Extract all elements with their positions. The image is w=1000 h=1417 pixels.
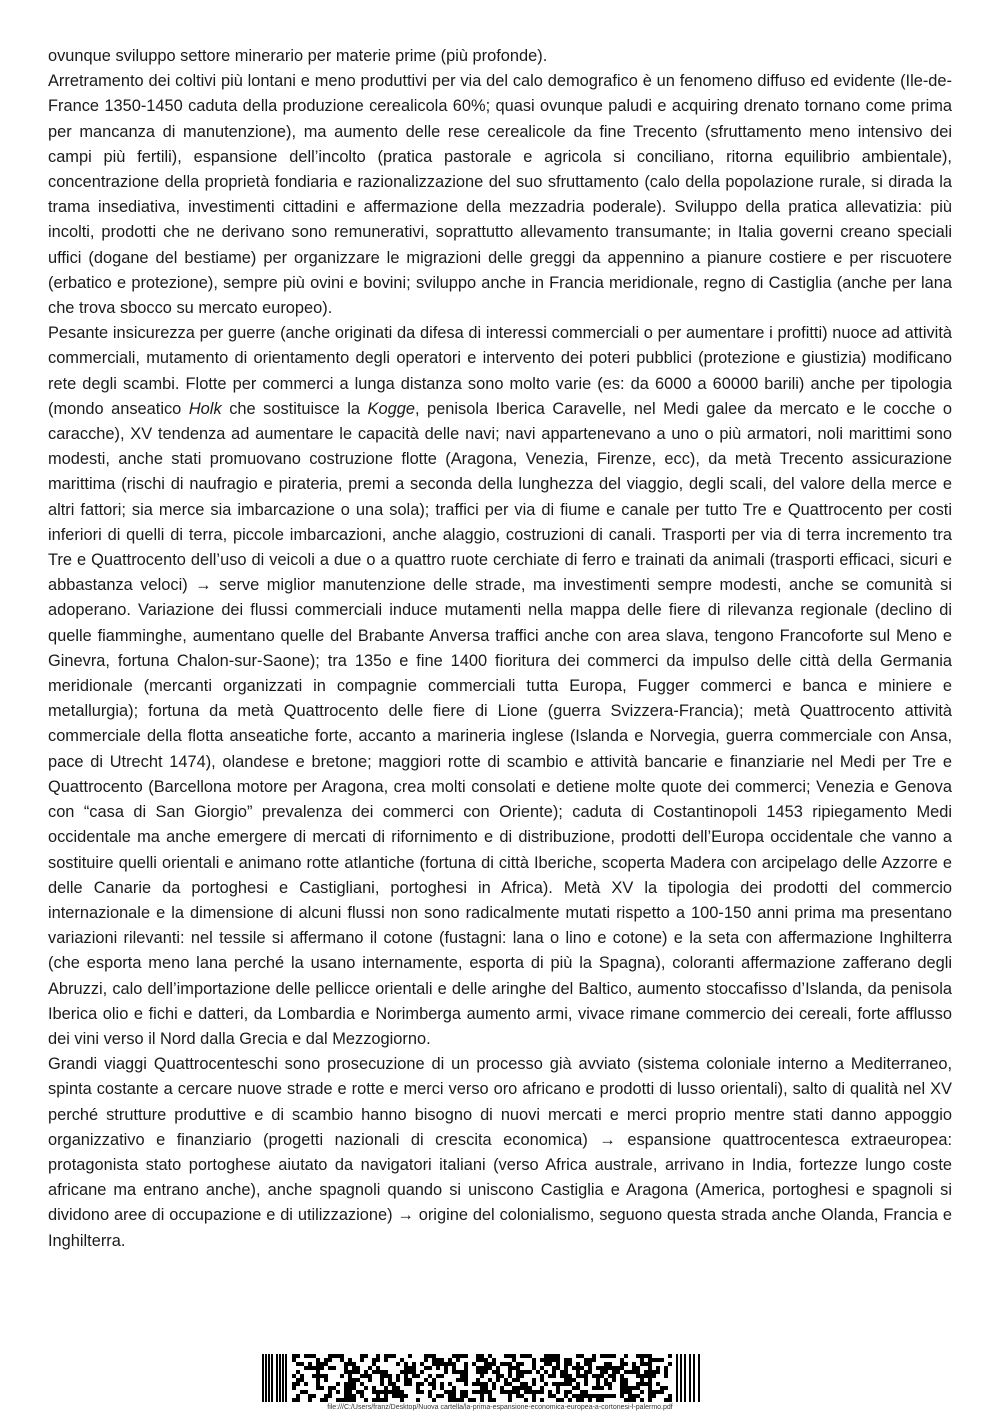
paragraph-3-text-b: che sostituisce la (221, 399, 368, 418)
paragraph-2: Arretramento dei coltivi più lontani e meno produttivi per via del calo demografico è un fenomeno diffuso ed evidente (Ile-de-France 1350-1450 caduta della produzione cerealicola 60%; quasi ovunque paludi e acquiring drenato tornano come prima per mancanza di manutenzione), ma aumento delle rese cerealicole da fine Trecento (sfruttamento meno intensivo dei campi più fertili), espansione dell’incolto (pratica pastorale e agricola si conciliano, ritorna equilibrio ambientale), concentrazione della proprietà fondiaria e razionalizzazione del suo sfruttamento (calo della popolazione rurale, si dirada la trama insediativa, investimenti cittadini e affermazione della mezzadria poderale). Sviluppo della pratica allevatizia: più incolti, prodotti che ne derivano sono remunerativi, soprattutto allevamento transumante; in Italia governi creano speciali uffici (dogane del bestiame) per organizzare le migrazioni delle greggi da appennino a pianure costiere e per riscuotere (erbatico e protezione), sempre più ovini e bovini; sviluppo anche in Francia meridionale, regno di Castiglia (anche per lana che trova sbocco su mercato europeo). (48, 72, 952, 318)
paragraph-4: Grandi viaggi Quattrocenteschi sono prosecuzione di un processo già avviato (sistema coloniale interno a Mediterraneo, spinta costante a cercare nuove strade e rotte e merci verso oro africano e prodotti di lusso orientali), salto di qualità nel XV perché strutture produttive e di scambio hanno bisogno di nuovi mercati e merci proprio mentre stati danno appoggio organizzativo e finanziario (progetti nazionali di crescita economica) → espansione quattrocentesca extraeuropea: protagonista stato portoghese aiutato da navigatori italiani (verso Africa australe, arrivano in India, fortezze lungo coste africane ma entrano anche), anche spagnoli quando si uniscono Castiglia e Aragona (America, portoghesi e spagnoli si dividono aree di occupazione e di utilizzazione) → origine del colonialismo, seguono questa strada anche Olanda, Francia e Inghilterra. (48, 1055, 952, 1250)
paragraph-3-text-a: Pesante insicurezza per guerre (anche originati da difesa di interessi commerciali o per aumentare i profitti) nuoce ad attività commerciali, mutamento di orientamento degli operatori e intervento dei poteri pubblici (protezione e giustizia) modificano rete degli scambi. Flotte per commerci a lunga distanza sono molto varie (es: da 6000 a 60000 barili) anche per tipologia (mondo anseatico (48, 324, 952, 418)
barcode-graphic (262, 1354, 702, 1402)
paragraph-1: ovunque sviluppo settore minerario per materie prime (più profonde). (48, 47, 548, 65)
paragraph-3 (48, 321, 952, 1052)
barcode-image (262, 1354, 702, 1402)
document-body (48, 44, 952, 1254)
footer-file-path: file:///C:/Users/franz/Desktop/Nuova cartella/la-prima-espansione-economica-europea-a-cortonesi-l-palermo.pdf (327, 1404, 673, 1411)
paragraph-3-text-c: , penisola Iberica Caravelle, nel Medi galee da mercato e le cocche o caracche), XV tendenza ad aumentare le capacità delle navi; navi appartenevano a uno o più armatori, noli marittimi sono modesti, anche stati promuovano costruzione flotte (Aragona, Venezia, Firenze, ecc), da metà Trecento assicurazione marittima (rischi di naufragio e pirateria, premi a seconda della lunghezza del viaggio, degli scali, del valore della merce e altri fattori; sia merce sia imbarcazione o una sola); traffici per via di fiume e canale per tutto Tre e Quattrocento per costi inferiori di quelli di terra, piccole imbarcazioni, anche alaggio, costruzioni di canali. Trasporti per via di terra incremento tra Tre e Quattrocento dell’uso di veicoli a due o a quattro ruote cerchiate di ferro e trainati da animali (trasporti efficaci, sicuri e abbastanza veloci) → serve miglior manutenzione delle strade, ma investimenti sempre modesti, anche se comunità si adoperano. Variazione dei flussi commerciali induce mutamenti nella mappa delle fiere di rilevanza regionale (declino di quelle fiamminghe, aumentano quelle del Brabante Anversa traffici anche con area slava, tengono Francoforte sul Meno e Ginevra, fortuna Chalon-sur-Saone); tra 135o e fine 1400 fioritura dei commerci da impulso delle città della Germania meridionale (mercanti organizzati in compagnie commerciali tutta Europa, Fugger commerci e banca e miniere e metallurgia); fortuna da metà Quattrocento delle fiere di Lione (guerra Svizzera-Francia); metà Quattrocento attività commerciale della flotta anseatiche forte, accanto a marineria inglese (Islanda e Norvegia, guerra commerciale con Ansa, pace di Utrecht 1474), olandese e bretone; maggiori rotte di scambio e attività bancarie e finanziarie nel Medi per Tre e Quattrocento (Barcellona motore per Aragona, crea molti consolati e detiene molte quote dei commerci; Venezia e Genova con “casa di San Giorgio” prevalenza dei commerci con Oriente); caduta di Costantinopoli 1453 ripiegamento Medi occidentale ma anche emergere di mercati di rifornimento e di distribuzione, prodotti dell’Europa occidentale che vanno a sostituire quelli orientali e animano rotte atlantiche (fortuna di città Iberiche, scoperta Madera con arcipelago delle Azzorre e delle Canarie da portoghesi e Castigliani, portoghesi in Africa). Metà XV la tipologia dei prodotti del commercio internazionale e la dimensione di alcuni flussi non sono radicalmente mutati rispetto a 100-150 anni prima ma presentano variazioni rilevanti: nel tessile si affermano il cotone (fustagni: lana o lino e cotone) e la seta con affermazione Inghilterra (che esporta meno lana perché la usano internamente, esporta di più la Spagna), coloranti affermazione zafferano degli Abruzzi, calo dell’importazione delle pellicce orientali e delle aringhe del Baltico, aumento stoccafisso d’Islanda, da penisola Iberica olio e fichi e datteri, da Lombardia e Norimberga aumento armi, vivace rimane commercio dei cereali, forte afflusso dei vini verso il Nord dalla Grecia e dal Mezzogiorno. (48, 399, 952, 1048)
term-kogge: Kogge (367, 399, 415, 418)
term-holk: Holk (188, 399, 222, 418)
